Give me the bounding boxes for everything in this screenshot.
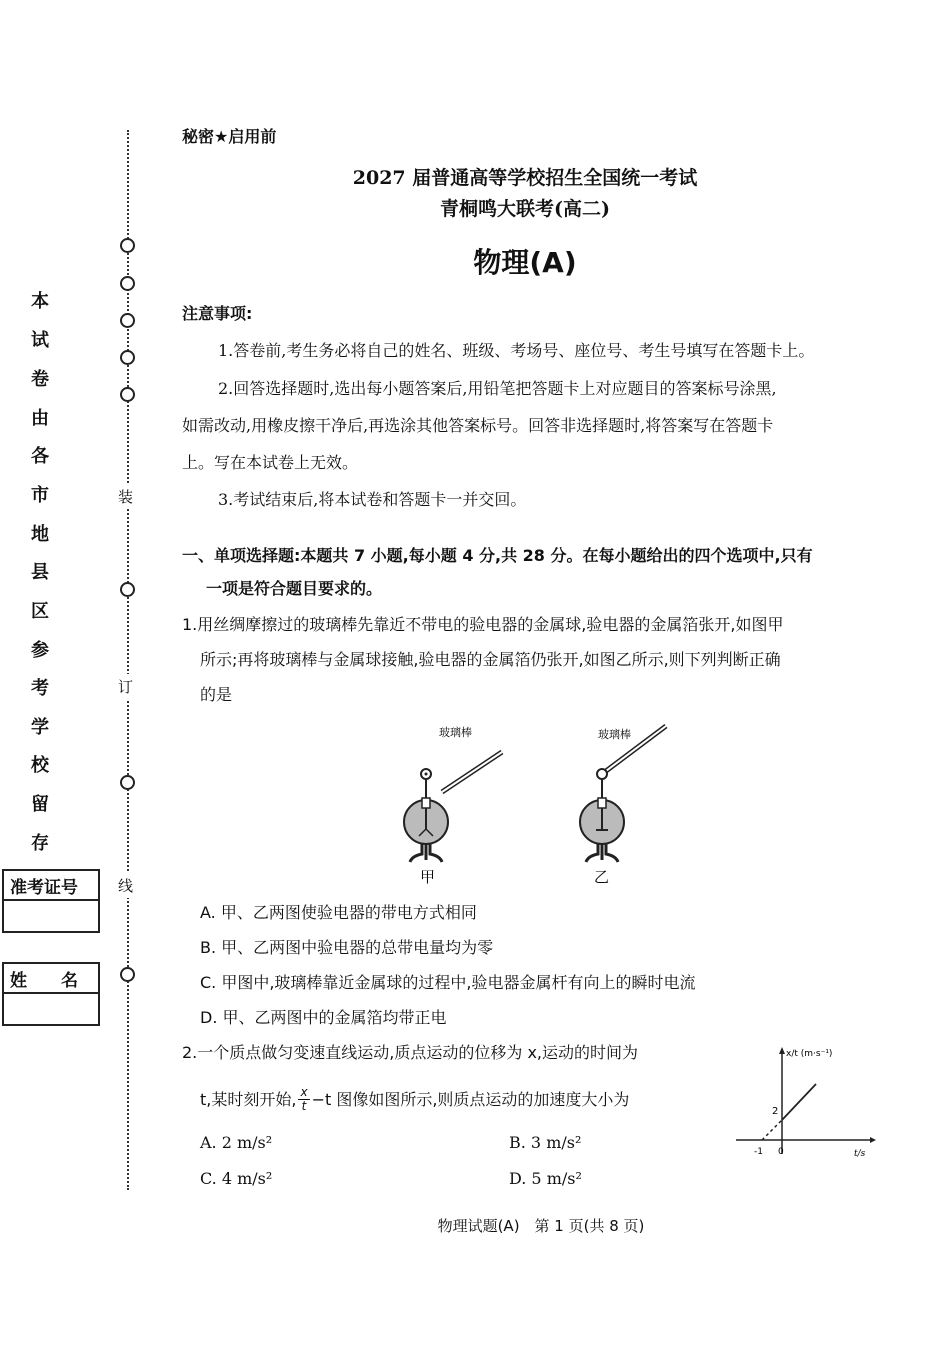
fraction-numerator: x bbox=[300, 1085, 308, 1099]
rod-label-a: 玻璃棒 bbox=[439, 726, 472, 739]
binding-hole bbox=[120, 350, 135, 365]
y-intercept-label: 2 bbox=[772, 1106, 779, 1117]
stand-b bbox=[586, 844, 618, 862]
question-1-stem-cont: 的是 bbox=[200, 685, 233, 704]
exam-id-field[interactable] bbox=[4, 901, 98, 931]
vertical-notice-char: 本 bbox=[31, 291, 49, 312]
binding-hole bbox=[120, 387, 135, 402]
origin-label: 0 bbox=[778, 1147, 784, 1157]
section-heading-cont: 一项是符合题目要求的。 bbox=[206, 579, 383, 598]
vertical-notice-char: 由 bbox=[31, 408, 49, 429]
question-2-option-b[interactable]: B. 3 m/s² bbox=[509, 1133, 582, 1152]
page-footer: 物理试题(A) 第 1 页(共 8 页) bbox=[437, 1217, 645, 1235]
question-1-option-d[interactable]: D. 甲、乙两图中的金属箔均带正电 bbox=[200, 1008, 447, 1027]
binding-hole bbox=[120, 775, 135, 790]
binding-char-zhuang: 装 bbox=[118, 484, 133, 509]
notice-item-3: 3.考试结束后,将本试卷和答题卡一并交回。 bbox=[218, 490, 527, 509]
binding-char-xian: 线 bbox=[118, 873, 133, 898]
xt-t-graph bbox=[728, 1042, 878, 1162]
vertical-notice-char: 市 bbox=[31, 485, 49, 506]
question-1-option-b[interactable]: B. 甲、乙两图中验电器的总带电量均为零 bbox=[200, 938, 494, 957]
question-1-stem-cont: 所示;再将玻璃棒与金属球接触,验电器的金属箔仍张开,如图乙所示,则下列判断正确 bbox=[200, 650, 781, 669]
y-axis-label: x/t (m·s⁻¹) bbox=[786, 1049, 833, 1059]
vertical-notice-char: 地 bbox=[31, 524, 49, 545]
vertical-notice-char: 留 bbox=[31, 794, 49, 815]
binding-hole bbox=[120, 967, 135, 982]
vertical-notice-char: 区 bbox=[31, 601, 49, 622]
question-2-option-c[interactable]: C. 4 m/s² bbox=[200, 1169, 273, 1188]
vertical-notice-char: 考 bbox=[31, 678, 49, 699]
binding-char-ding: 订 bbox=[118, 674, 133, 699]
metal-ball-b bbox=[597, 769, 607, 779]
stand-a bbox=[410, 844, 442, 862]
graph-extension-dashed bbox=[762, 1120, 782, 1140]
question-2-option-d[interactable]: D. 5 m/s² bbox=[509, 1169, 582, 1188]
name-field[interactable] bbox=[4, 994, 98, 1024]
stem-text-post: −t 图像如图所示,则质点运动的加速度大小为 bbox=[311, 1089, 630, 1109]
name-label: 姓 名 bbox=[4, 964, 98, 994]
question-1-stem: 1.用丝绸摩擦过的玻璃棒先靠近不带电的验电器的金属球,验电器的金属箔张开,如图甲 bbox=[182, 615, 784, 634]
electroscope-a bbox=[404, 725, 502, 886]
stem-text-pre: t,某时刻开始, bbox=[200, 1089, 297, 1109]
rod-label-b: 玻璃棒 bbox=[598, 728, 631, 741]
secret-label: 秘密★启用前 bbox=[182, 127, 277, 146]
vertical-notice-char: 学 bbox=[31, 717, 49, 738]
vertical-notice-char: 存 bbox=[31, 833, 49, 854]
vertical-notice-char: 参 bbox=[31, 640, 49, 661]
vertical-notice-char: 各 bbox=[31, 446, 49, 467]
notice-item-2-cont: 如需改动,用橡皮擦干净后,再选涂其他答案标号。回答非选择题时,将答案写在答题卡 bbox=[182, 416, 774, 435]
exam-subtitle: 青桐鸣大联考(高二) bbox=[440, 198, 610, 220]
fraction-denominator: t bbox=[301, 1099, 307, 1113]
vertical-notice-char: 试 bbox=[31, 330, 49, 351]
notice-item-2-cont: 上。写在本试卷上无效。 bbox=[182, 453, 359, 472]
question-2-stem-cont bbox=[200, 1086, 629, 1113]
caption-a: 甲 bbox=[420, 868, 436, 886]
binding-hole bbox=[120, 313, 135, 328]
electroscope-b bbox=[580, 726, 666, 886]
notice-item-1: 1.答卷前,考生务必将自己的姓名、班级、考场号、座位号、考生号填写在答题卡上。 bbox=[218, 341, 815, 360]
question-2-stem: 2.一个质点做匀变速直线运动,质点运动的位移为 x,运动的时间为 bbox=[182, 1043, 638, 1062]
vertical-notice-char: 县 bbox=[31, 562, 49, 583]
exam-title: 2027 届普通高等学校招生全国统一考试 bbox=[352, 167, 698, 189]
question-1-option-c[interactable]: C. 甲图中,玻璃棒靠近金属球的过程中,验电器金属杆有向上的瞬时电流 bbox=[200, 973, 696, 992]
notice-item-2: 2.回答选择题时,选出每小题答案后,用铅笔把答题卡上对应题目的答案标号涂黑, bbox=[218, 379, 777, 398]
section-heading: 一、单项选择题:本题共 7 小题,每小题 4 分,共 28 分。在每小题给出的四个选项中,只有 bbox=[182, 546, 813, 565]
caption-b: 乙 bbox=[594, 868, 610, 886]
question-2-option-a[interactable]: A. 2 m/s² bbox=[200, 1133, 273, 1152]
exam-id-label: 准考证号 bbox=[4, 871, 98, 901]
x-intercept-label: -1 bbox=[754, 1147, 763, 1157]
name-box bbox=[2, 962, 100, 1026]
vertical-notice-char: 校 bbox=[31, 755, 49, 776]
x-axis-label: t/s bbox=[854, 1149, 866, 1159]
graph-line bbox=[782, 1084, 816, 1120]
electroscope-figure bbox=[390, 712, 710, 892]
fraction-x-over-t bbox=[298, 1086, 309, 1113]
binding-hole bbox=[120, 582, 135, 597]
question-1-option-a[interactable]: A. 甲、乙两图使验电器的带电方式相同 bbox=[200, 903, 477, 922]
vertical-notice-char: 卷 bbox=[31, 369, 49, 390]
notice-heading: 注意事项: bbox=[182, 304, 253, 323]
exam-id-box bbox=[2, 869, 100, 933]
subject-title: 物理(A) bbox=[473, 246, 577, 279]
